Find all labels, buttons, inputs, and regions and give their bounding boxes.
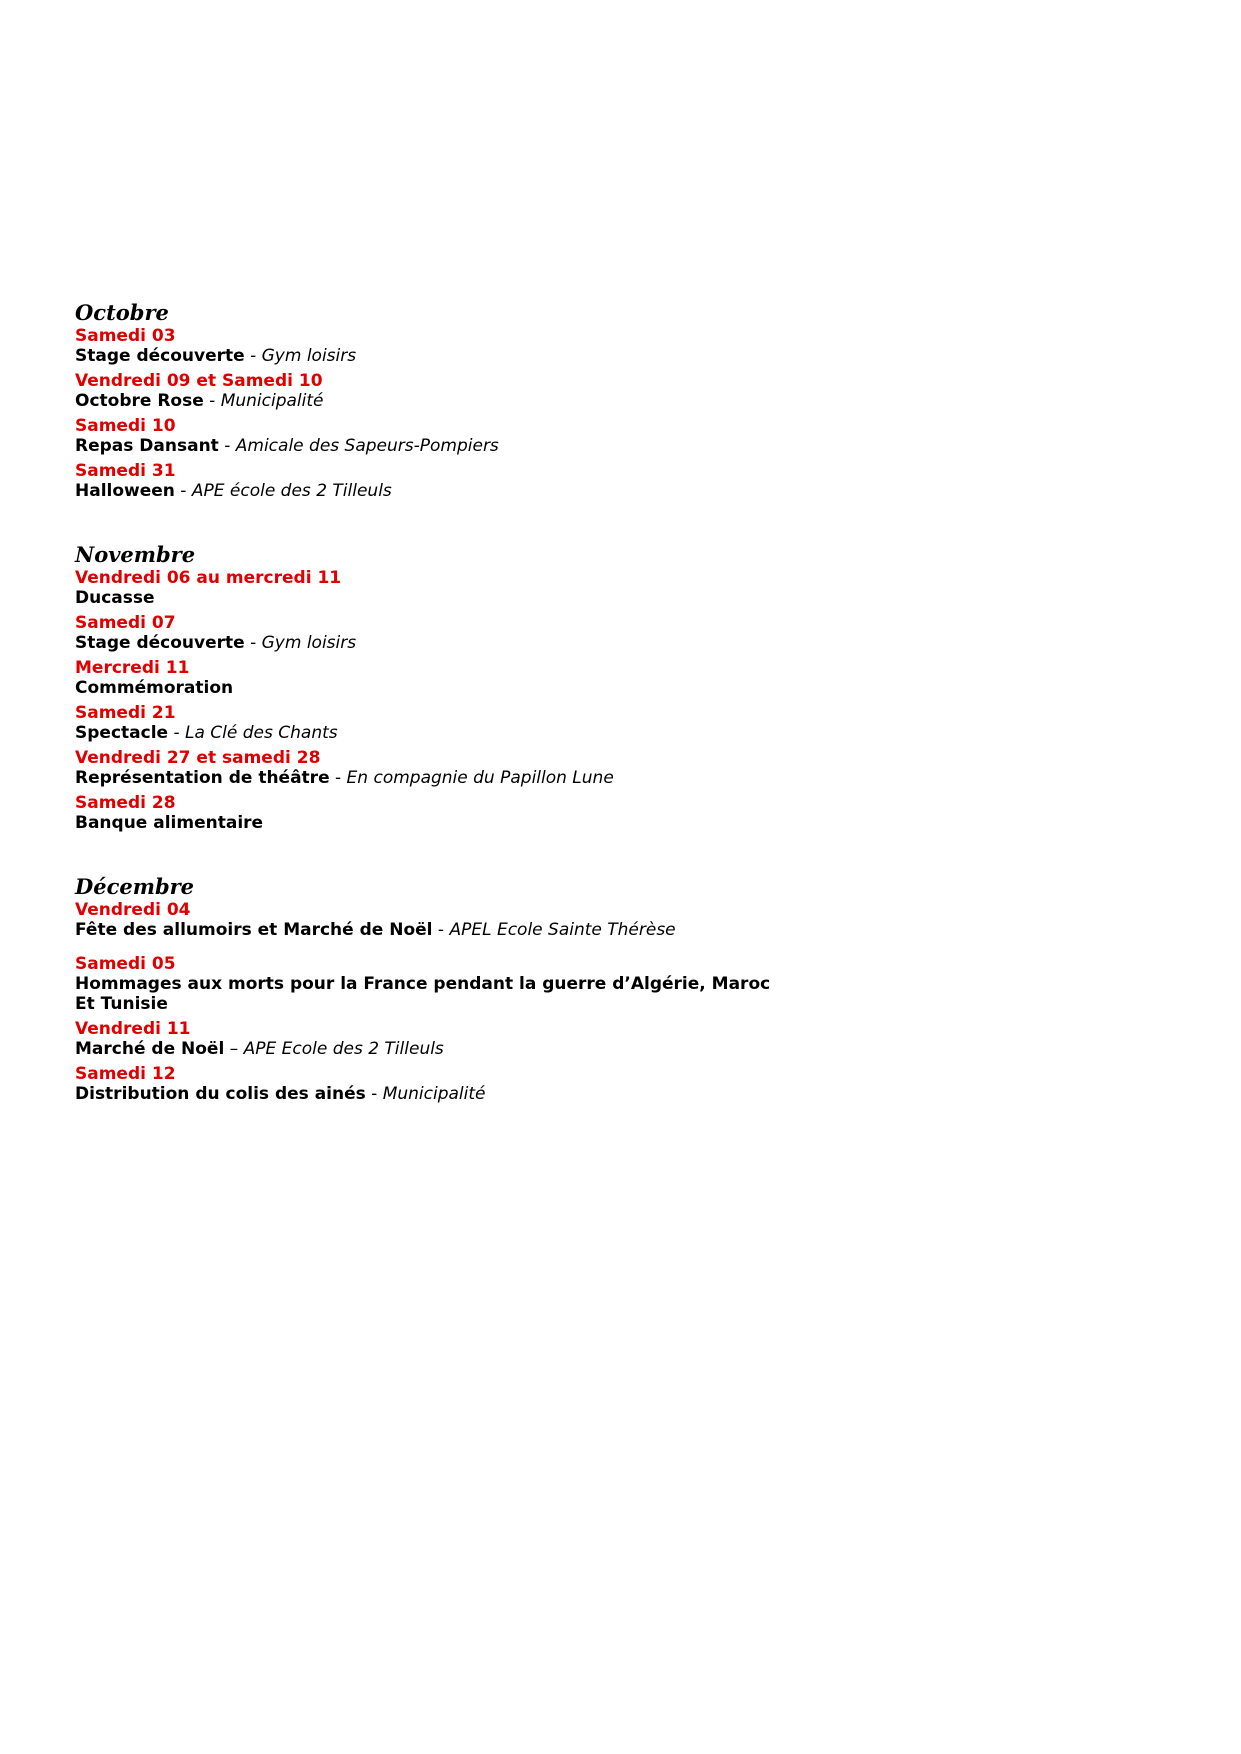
month-october bbox=[75, 300, 1175, 501]
event-line bbox=[75, 436, 1175, 456]
event-title: Spectacle bbox=[75, 723, 169, 743]
event-organizer: En compagnie du Papillon Lune bbox=[346, 768, 614, 788]
event-separator: - bbox=[432, 920, 450, 940]
event-title: Halloween bbox=[75, 481, 175, 501]
event-line bbox=[75, 1039, 1175, 1059]
event-line bbox=[75, 588, 1175, 608]
event-item bbox=[75, 900, 1175, 940]
event-organizer: APE école des 2 Tilleuls bbox=[191, 481, 392, 501]
event-separator: - bbox=[244, 346, 262, 366]
event-date: Samedi 21 bbox=[75, 703, 176, 723]
event-line bbox=[75, 994, 1175, 1014]
event-line bbox=[75, 481, 1175, 501]
event-title: Stage découverte bbox=[75, 633, 245, 653]
event-title: Octobre Rose bbox=[75, 391, 204, 411]
event-title: Ducasse bbox=[75, 588, 155, 608]
event-line bbox=[75, 723, 1175, 743]
event-date: Vendredi 09 et Samedi 10 bbox=[75, 371, 323, 391]
event-title: Fête des allumoirs et Marché de Noël bbox=[75, 920, 433, 940]
event-item bbox=[75, 371, 1175, 411]
event-item bbox=[75, 326, 1175, 366]
event-date: Samedi 10 bbox=[75, 416, 176, 436]
event-line bbox=[75, 813, 1175, 833]
event-title-continued: Et Tunisie bbox=[75, 994, 168, 1014]
event-date: Samedi 07 bbox=[75, 613, 176, 633]
event-item bbox=[75, 793, 1175, 833]
event-separator: - bbox=[174, 481, 192, 501]
event-item bbox=[75, 613, 1175, 653]
agenda-page bbox=[75, 300, 1175, 1145]
event-date: Samedi 28 bbox=[75, 793, 176, 813]
event-line bbox=[75, 391, 1175, 411]
event-separator: - bbox=[365, 1084, 383, 1104]
event-organizer: Municipalité bbox=[220, 391, 324, 411]
event-line bbox=[75, 1084, 1175, 1104]
event-date: Samedi 12 bbox=[75, 1064, 176, 1084]
event-organizer: APEL Ecole Sainte Thérèse bbox=[449, 920, 676, 940]
event-line bbox=[75, 678, 1175, 698]
event-separator: - bbox=[218, 436, 236, 456]
event-item bbox=[75, 954, 1175, 1014]
event-title: Banque alimentaire bbox=[75, 813, 264, 833]
event-separator: - bbox=[203, 391, 221, 411]
event-line bbox=[75, 633, 1175, 653]
event-separator: – bbox=[224, 1039, 244, 1059]
event-date: Vendredi 27 et samedi 28 bbox=[75, 748, 321, 768]
event-date: Samedi 31 bbox=[75, 461, 176, 481]
event-date: Samedi 03 bbox=[75, 326, 176, 346]
event-title: Représentation de théâtre bbox=[75, 768, 330, 788]
event-item bbox=[75, 461, 1175, 501]
month-title: Octobre bbox=[75, 300, 169, 325]
event-date: Vendredi 04 bbox=[75, 900, 191, 920]
event-date: Vendredi 06 au mercredi 11 bbox=[75, 568, 342, 588]
event-line bbox=[75, 346, 1175, 366]
event-date: Samedi 05 bbox=[75, 954, 176, 974]
event-organizer: Gym loisirs bbox=[261, 346, 357, 366]
month-title: Décembre bbox=[75, 874, 195, 899]
month-title: Novembre bbox=[75, 542, 196, 567]
event-line bbox=[75, 768, 1175, 788]
event-item bbox=[75, 1064, 1175, 1104]
event-item bbox=[75, 1019, 1175, 1059]
event-item bbox=[75, 703, 1175, 743]
event-organizer: Gym loisirs bbox=[261, 633, 357, 653]
event-item bbox=[75, 748, 1175, 788]
event-separator: - bbox=[168, 723, 186, 743]
event-title: Hommages aux morts pour la France pendant la guerre d’Algérie, Maroc bbox=[75, 974, 771, 994]
month-december bbox=[75, 874, 1175, 1104]
event-date: Vendredi 11 bbox=[75, 1019, 191, 1039]
event-organizer: Amicale des Sapeurs-Pompiers bbox=[235, 436, 499, 456]
event-organizer: La Clé des Chants bbox=[185, 723, 338, 743]
event-title: Stage découverte bbox=[75, 346, 245, 366]
event-line bbox=[75, 920, 1175, 940]
event-title: Commémoration bbox=[75, 678, 234, 698]
month-november bbox=[75, 542, 1175, 833]
event-title: Distribution du colis des ainés bbox=[75, 1084, 366, 1104]
event-date: Mercredi 11 bbox=[75, 658, 190, 678]
event-separator: - bbox=[244, 633, 262, 653]
event-line bbox=[75, 974, 1175, 994]
event-organizer: APE Ecole des 2 Tilleuls bbox=[243, 1039, 444, 1059]
event-item bbox=[75, 416, 1175, 456]
event-title: Marché de Noël bbox=[75, 1039, 225, 1059]
event-item bbox=[75, 658, 1175, 698]
event-organizer: Municipalité bbox=[382, 1084, 486, 1104]
event-title: Repas Dansant bbox=[75, 436, 219, 456]
event-separator: - bbox=[329, 768, 347, 788]
event-item bbox=[75, 568, 1175, 608]
